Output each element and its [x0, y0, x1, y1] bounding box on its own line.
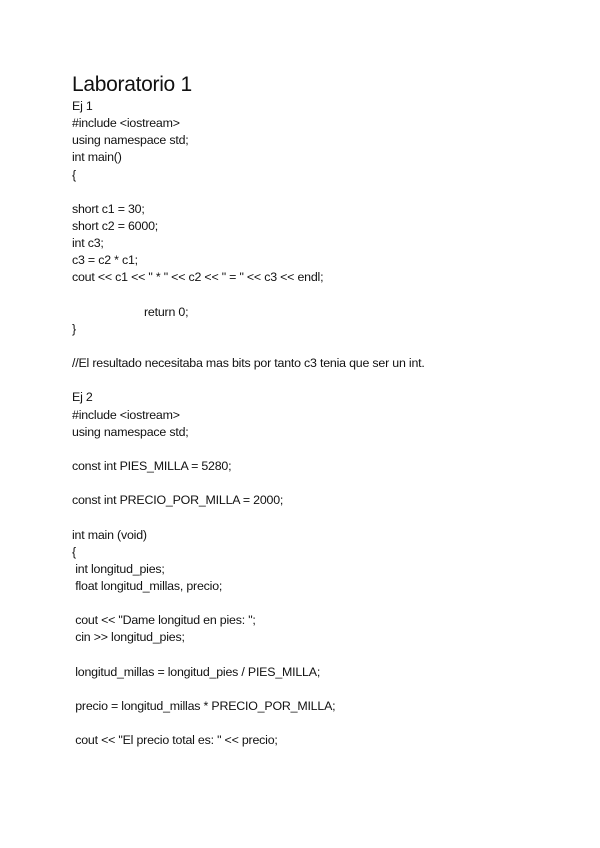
text-line	[72, 647, 572, 664]
text-line: {	[72, 544, 76, 559]
text-line: #include <iostream>	[72, 116, 180, 131]
text-line: int main (void)	[72, 527, 147, 542]
document-page	[72, 72, 572, 749]
text-line: return 0;	[72, 304, 189, 319]
text-line: int c3;	[72, 236, 104, 251]
text-line: cout << c1 << " * " << c2 << " = " << c3 << endl;	[72, 270, 324, 285]
text-line	[72, 595, 572, 612]
text-line: short c1 = 30;	[72, 201, 145, 216]
text-line	[72, 509, 572, 526]
text-line: const int PRECIO_POR_MILLA = 2000;	[72, 493, 284, 508]
text-line: }	[72, 321, 76, 336]
text-line: longitud_millas = longitud_pies / PIES_MILLA;	[72, 664, 321, 679]
text-line	[72, 372, 572, 389]
text-line: #include <iostream>	[72, 407, 180, 422]
text-line	[72, 681, 572, 698]
text-line	[72, 184, 572, 201]
text-line: {	[72, 167, 76, 182]
page-title: Laboratorio 1	[72, 73, 192, 96]
text-line	[72, 287, 572, 304]
text-line	[72, 441, 572, 458]
text-line: float longitud_millas, precio;	[72, 578, 223, 593]
text-line: short c2 = 6000;	[72, 218, 159, 233]
text-line: cout << "Dame longitud en pies: ";	[72, 613, 256, 628]
text-line: using namespace std;	[72, 133, 189, 148]
text-line	[72, 715, 572, 732]
text-line: Ej 1	[72, 99, 93, 113]
text-line: precio = longitud_millas * PRECIO_POR_MILLA;	[72, 698, 336, 713]
text-line: cout << "El precio total es: " << precio;	[72, 733, 278, 748]
text-line: const int PIES_MILLA = 5280;	[72, 458, 232, 473]
text-line: c3 = c2 * c1;	[72, 253, 138, 268]
text-line: int longitud_pies;	[72, 561, 165, 576]
text-line	[72, 338, 572, 355]
code-listing	[72, 98, 572, 749]
text-line	[72, 475, 572, 492]
text-line: cin >> longitud_pies;	[72, 630, 185, 645]
text-line: //El resultado necesitaba mas bits por tanto c3 tenia que ser un int.	[72, 356, 425, 371]
text-line: using namespace std;	[72, 424, 189, 439]
text-line: int main()	[72, 150, 122, 165]
text-line: Ej 2	[72, 390, 93, 405]
